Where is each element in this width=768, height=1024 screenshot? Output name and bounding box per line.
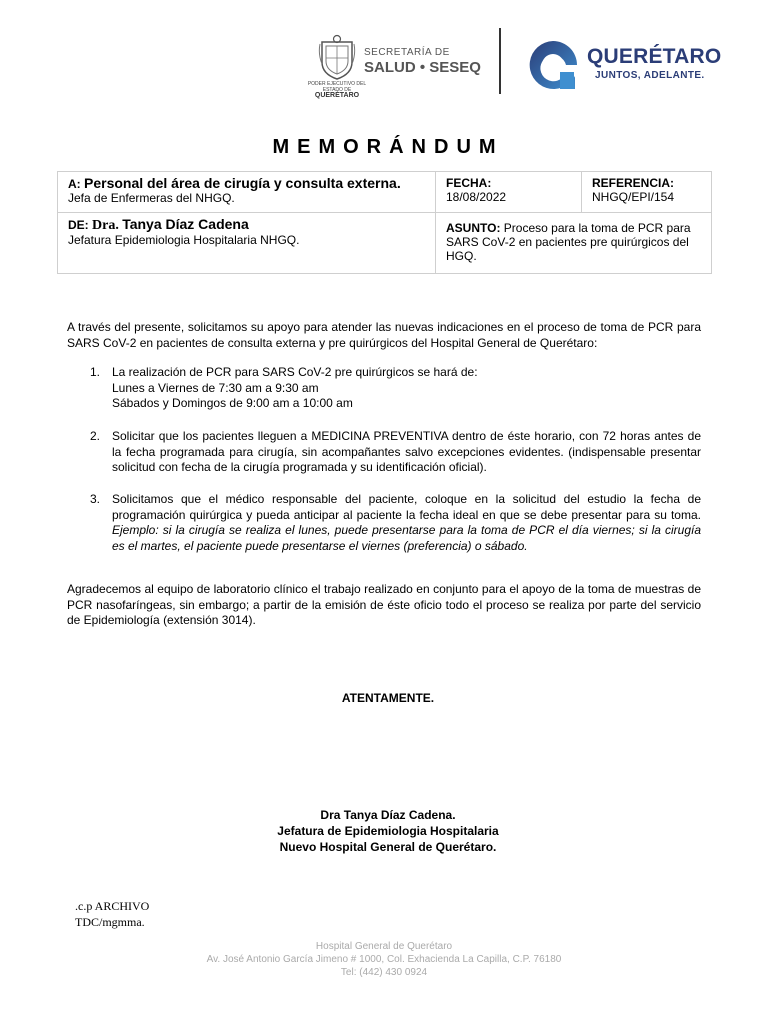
memo-header-table bbox=[57, 171, 712, 274]
seal-caption-state: QUERÉTARO bbox=[314, 92, 360, 99]
subject-cell bbox=[436, 213, 712, 274]
signature-institution: Nuevo Hospital General de Querétaro. bbox=[279, 840, 497, 854]
date-cell bbox=[436, 172, 582, 213]
list-item-line: Lunes a Viernes de 7:30 am a 9:30 am bbox=[112, 380, 319, 395]
sender-subtitle: Jefatura Epidemiologia Hospitalaria NHGQ. bbox=[68, 233, 300, 247]
queretaro-brand-name: QUERÉTARO bbox=[587, 45, 722, 68]
list-item-line: La realización de PCR para SARS CoV-2 pre quirúrgicos se hará de: bbox=[112, 365, 478, 379]
recipient-label: A: bbox=[68, 177, 81, 191]
atentamente-label: ATENTAMENTE. bbox=[341, 691, 435, 705]
footer-phone: Tel: (442) 430 0924 bbox=[340, 967, 428, 978]
footer-hospital: Hospital General de Querétaro bbox=[315, 941, 453, 952]
closing-paragraph: Agradecemos al equipo de laboratorio clínico el trabajo realizado en conjunto para el apoyo de la toma de muestras de PCR nasofaríngeas, sin embargo; a partir de la emisión de éste oficio todo el proceso se realiza por parte del servicio de Epidemiología (extensión 3014). bbox=[67, 582, 701, 627]
list-item-number: 2. bbox=[90, 429, 101, 443]
signature-position: Jefatura de Epidemiologia Hospitalaria bbox=[277, 824, 499, 838]
cc-initials: TDC/mgmma. bbox=[75, 915, 145, 929]
list-item-text: Solicitar que los pacientes lleguen a MEDICINA PREVENTIVA dentro de éste horario, con 72 horas antes de la fecha programada para cirugía, sin acompañantes salvo excepciones evidentes. (indispensable presentar solicitud con fecha de la cirugía programada y su identificación oficial). bbox=[112, 429, 701, 474]
table-row bbox=[58, 213, 712, 274]
reference-label: REFERENCIA: bbox=[592, 176, 675, 190]
table-row bbox=[58, 172, 712, 213]
reference-cell bbox=[582, 172, 712, 213]
sender-cell bbox=[58, 213, 436, 274]
seal-caption-small: PODER EJECUTIVO DEL ESTADO DE bbox=[307, 81, 367, 93]
list-item-text: Solicitamos que el médico responsable del paciente, coloque en la solicitud del estudio la fecha de programación quirúrgica y pueda anticipar al paciente la fecha ideal en que se debe presentar para su toma. bbox=[112, 492, 701, 522]
list-item bbox=[90, 492, 701, 554]
queretaro-q-logo bbox=[526, 38, 580, 92]
recipient-subtitle: Jefa de Enfermeras del NHGQ. bbox=[68, 191, 235, 205]
signature-name: Dra Tanya Díaz Cadena. bbox=[320, 808, 456, 822]
queretaro-brand-slogan: JUNTOS, ADELANTE. bbox=[595, 70, 705, 81]
memo-title: MEMORÁNDUM bbox=[272, 136, 504, 158]
list-item-line: Sábados y Domingos de 9:00 am a 10:00 am bbox=[112, 396, 353, 410]
list-item-number: 1. bbox=[90, 365, 101, 379]
salud-seseq-label: SALUD • SESEQ bbox=[364, 59, 481, 76]
list-item-number: 3. bbox=[90, 492, 101, 506]
date-label: FECHA: bbox=[446, 176, 492, 190]
list-item bbox=[90, 365, 701, 412]
footer-street: Av. José Antonio García Jimeno # 1000, Col. Exhacienda La Capilla, C.P. 76180 bbox=[206, 954, 562, 965]
list-item-example: Ejemplo: si la cirugía se realiza el lunes, puede presentarse para la toma de PCR el día viernes; si la cirugía es el martes, el paciente puede presentarse el viernes (preferencia) o sábado. bbox=[112, 523, 701, 553]
seal-caption bbox=[306, 81, 368, 99]
recipient-cell bbox=[58, 172, 436, 213]
subject-text: Proceso para la toma de PCR para SARS CoV-2 en pacientes pre quirúrgicos del HGQ. bbox=[446, 221, 691, 263]
signature-block bbox=[0, 807, 768, 855]
reference-value: NHGQ/EPI/154 bbox=[592, 190, 675, 204]
sender-title: Dra. bbox=[92, 218, 119, 233]
subject-label: ASUNTO: bbox=[446, 221, 501, 235]
list-item bbox=[90, 429, 701, 476]
date-value: 18/08/2022 bbox=[446, 190, 507, 204]
intro-paragraph: A través del presente, solicitamos su apoyo para atender las nuevas indicaciones en el proceso de toma de PCR para SARS CoV-2 en pacientes de consulta externa y pre quirúrgicos del Hospital General de Querétaro: bbox=[67, 320, 701, 350]
footer-address bbox=[0, 940, 768, 979]
cc-block bbox=[75, 898, 149, 930]
sender-name: Tanya Díaz Cadena bbox=[122, 216, 249, 232]
state-seal-logo bbox=[318, 34, 356, 80]
recipient-name: Personal del área de cirugía y consulta externa. bbox=[84, 175, 401, 191]
header-divider bbox=[499, 28, 501, 94]
cc-archive: .c.p ARCHIVO bbox=[75, 899, 150, 913]
sender-label: DE: bbox=[68, 218, 89, 232]
secretaria-label: SECRETARÍA DE bbox=[364, 47, 450, 58]
